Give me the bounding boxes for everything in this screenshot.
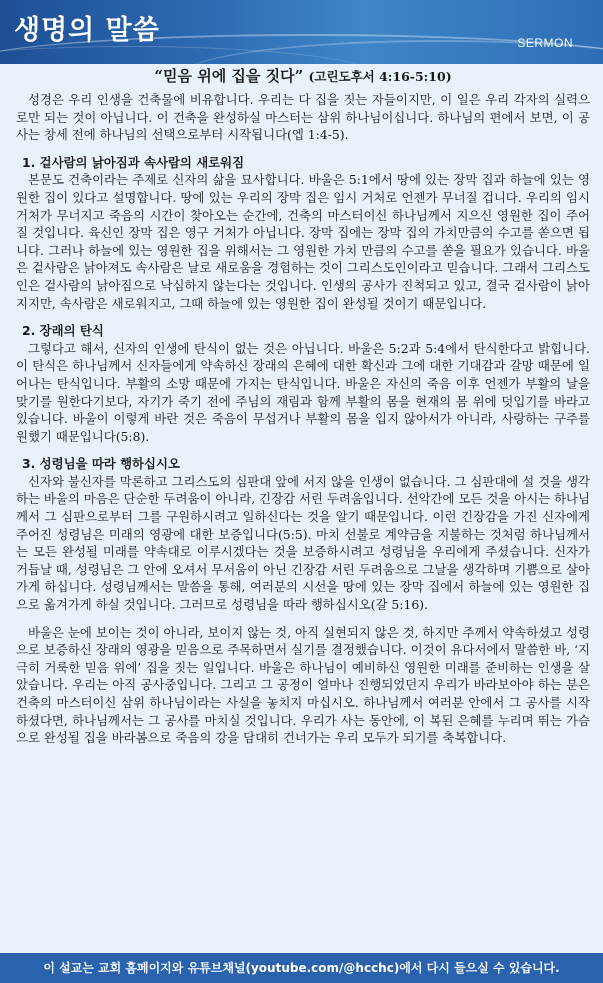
sermon-content [16, 66, 590, 747]
header-banner [0, 0, 603, 64]
section-body: 그렇다고 해서, 신자의 인생에 탄식이 없는 것은 아닙니다. 바울은 5:2과 5:4에서 탄식한다고 밝힙니다. 이 탄식은 하나님께서 신자들에게 약속하신 장래의 은혜에 대한 확신과 그에 대한 기대감과 갈망 때문에 일어나는 탄식입니다. 부활의 소망 때문에 가지는 탄식입니다. 바울은 자신의 죽음 이후 언젠가 부활의 날을 맞기를 원한다기보다, 자기가 죽기 전에 주님의 재림과 함께 부활의 몸을 현재의 몸 위에 덧입기를 바라고 있습니다. 바울이 이렇게 바란 것은 죽음이 무섭거나 부활의 몸을 입지 않아서가 아니라, 사랑하는 구주를 원했기 때문입니다(5:8). [16, 340, 590, 444]
section-body: 신자와 불신자를 막론하고 그리스도의 심판대 앞에 서지 않을 인생이 없습니다. 그 심판대에 설 것을 생각하는 바울의 마음은 단순한 두려움이 아니라, 긴장감 서린 두려움입니다. 선악간에 모든 것을 아시는 하나님께서 그 심판으로부터 그를 구원하시려고 일하신다는 것을 알기 때문입니다. 이런 긴장감을 가진 신자에게 주어진 성령님은 미래의 영광에 대한 보증입니다(5:5). 마치 선불로 계약금을 지불하는 것처럼 하나님께서는 모든 완성될 미래를 약속대로 이루시겠다는 것을 보증하시려고 성령님을 우리에게 주셨습니다. 신자가 거듭날 때, 성령님은 그 안에 오셔서 무서움이 아닌 긴장감 서린 두려움으로 그날을 생각하며 기쁨으로 살아가게 하십니다. 성령님께서는 말씀을 통해, 여러분의 시선을 땅에 있는 장막 집에서 하늘에 있는 영원한 집으로 옮겨가게 하실 것입니다. 그러므로 성령님을 따라 행하십시오(갈 5:16). [16, 473, 590, 613]
section-heading: 3. 성령님을 따라 행하십시오 [22, 456, 180, 472]
conclusion-paragraph: 바울은 눈에 보이는 것이 아니라, 보이지 않는 것, 아직 실현되지 않은 것, 하지만 주께서 약속하셨고 성령으로 보증하신 장래의 영광을 믿음으로 주목하면서 실기를 결정했습니다. 이것이 유다서에서 말씀한 바, ‘지극히 거룩한 믿음 위에’ 집을 짓는 일입니다. 바울은 하나님이 예비하신 영원한 미래를 준비하는 인생을 살았습니다. 우리는 아직 공사중입니다. 그리고 그 공정이 얼마나 진행되었던지 우리가 바라보아야 하는 분은 건축의 마스터이신 삼위 하나님이라는 사실을 놓치지 마십시오. 하나님께서 여러분 안에서 그 공사를 시작하셨다면, 하나님께서는 그 공사를 마치실 것입니다. 우리가 사는 동안에, 이 복된 은혜를 누리며 뛰는 가슴으로 완성될 집을 바라봄으로 죽음의 강을 담대히 건너가는 우리 모두가 되기를 축복합니다. [16, 624, 590, 746]
section-body: 본문도 건축이라는 주제로 신자의 삶을 묘사합니다. 바울은 5:1에서 땅에 있는 장막 집과 하늘에 있는 영원한 집이 있다고 설명합니다. 땅에 있는 우리의 장막 집은 임시 거처로 언젠가 무너질 겁니다. 우리의 임시 거처가 무너지고 죽음의 시간이 찾아오는 순간에, 건축의 마스터이신 하나님께서 지으신 영원한 집이 주어질 것입니다. 육신인 장막 집은 영구 거처가 아닙니다. 장막 집에는 장막 집의 가치만큼의 수고를 쏟으면 됩니다. 그러나 하늘에 있는 영원한 집을 위해서는 그 영원한 가치 만큼의 수고를 쏟을 필요가 있습니다. 바울은 겉사람은 낡아져도 속사람은 날로 새로움을 경험하는 것이 그리스도인이라고 믿습니다. 그래서 그리스도인은 겉사람의 낡아짐으로 낙심하지 않는다는 것입니다. 인생의 공사가 진척되고 있고, 결국 겉사람이 낡아지지만, 속사람은 새로워지고, 그때 하늘에 있는 영원한 집이 완성될 것이기 때문입니다. [16, 172, 590, 311]
sermon-title [16, 66, 590, 87]
intro-paragraph: 성경은 우리 인생을 건축물에 비유합니다. 우리는 다 집을 짓는 자들이지만, 이 일은 우리 각자의 실력으로만 되는 것이 아닙니다. 이 건축을 완성하실 마스터는 삼위 하나님이십니다. 하나님의 편에서 보면, 이 공사는 창세 전에 하나님의 선택으로부터 시작됩니다(엡 1:4-5). [16, 92, 590, 143]
sermon-title-text: “믿음 위에 집을 짓다” [154, 67, 304, 85]
paragraph-gap [16, 614, 590, 624]
sermon-label: SERMON [517, 36, 573, 50]
section-heading: 2. 장래의 탄식 [22, 323, 104, 339]
section-heading: 1. 겉사람의 낡아짐과 속사람의 새로워짐 [22, 154, 245, 170]
footer-banner: 이 설교는 교회 홈페이지와 유튜브채널(youtube.com/@hcchc)에서 다시 들으실 수 있습니다. [0, 953, 603, 983]
scripture-reference: (고린도후서 4:16-5:10) [308, 69, 452, 84]
bulletin-section-title: 생명의 말씀 [14, 15, 160, 46]
